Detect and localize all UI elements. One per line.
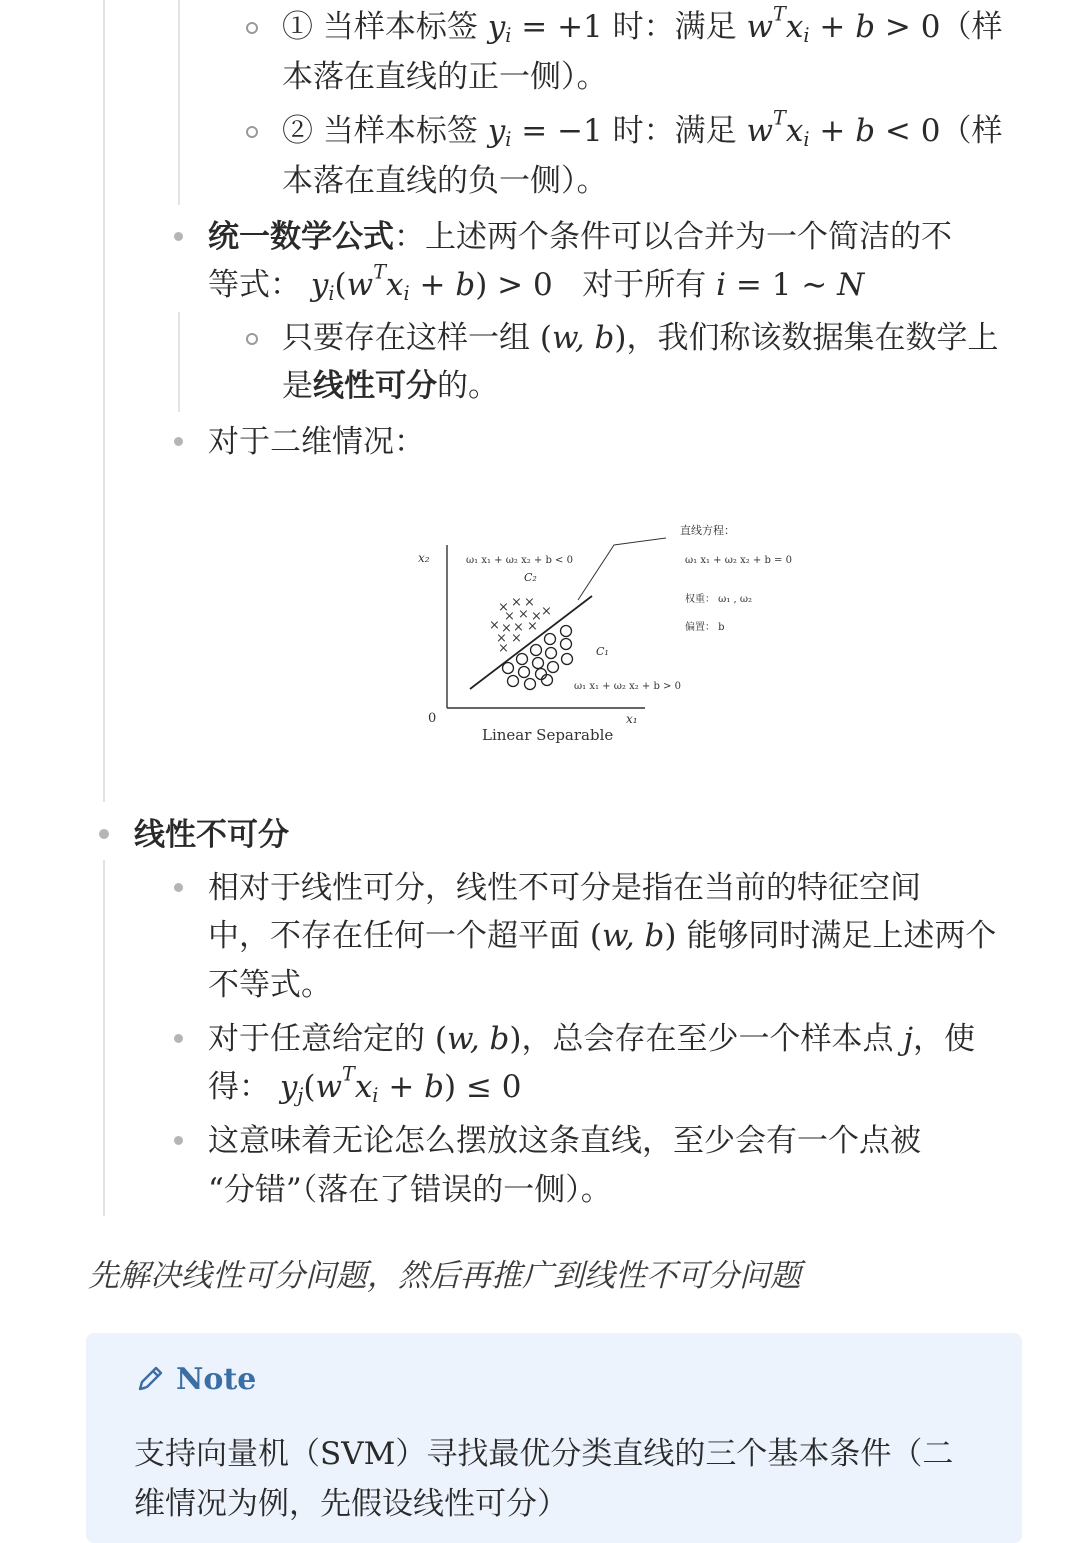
unified-title: 统一数学公式	[208, 219, 394, 255]
math-yi-pos1: $y_i$	[487, 9, 512, 47]
nested-guide-line-mid	[178, 312, 180, 412]
circle-sample	[503, 663, 514, 674]
equation-pointer	[578, 538, 666, 600]
nonsep-item1-line3: 不等式。	[208, 967, 332, 1003]
cross-sample: ×	[524, 595, 535, 610]
summary-text: 先解决线性可分问题，然后再推广到线性不可分问题	[88, 1258, 801, 1294]
cross-sample: ×	[504, 609, 515, 624]
line-equation-title: 直线方程：	[680, 524, 735, 537]
math-ineq-neg: $w^Tx_i + b < 0$	[746, 106, 941, 151]
note-line2: 维情况为例，先假设线性可分）	[134, 1486, 568, 1522]
condition-2-line1: ② 当样本标签 $y_i = -1$ 时：满足 $w^Tx_i + b < 0$（样	[282, 106, 1003, 151]
cross-sample: ×	[527, 619, 538, 634]
note-header	[134, 1359, 256, 1399]
cross-sample: ×	[518, 607, 529, 622]
circle-sample	[536, 669, 547, 680]
note-callout	[86, 1333, 1022, 1543]
cross-sample: ×	[541, 604, 552, 619]
list-bullet	[174, 232, 183, 241]
list-bullet	[246, 126, 258, 138]
nonsep-item3-line1: 这意味着无论怎么摆放这条直线，至少会有一个点被	[208, 1123, 921, 1159]
nonsep-item1-line2: 中，不存在任何一个超平面 (w, b) 能够同时满足上述两个	[208, 918, 997, 954]
cross-sample: ×	[498, 600, 509, 615]
separable-def-line1: 只要存在这样一组 (w, b)，我们称该数据集在数学上	[282, 320, 999, 356]
outer-guide-line	[103, 0, 105, 802]
note-line1: 支持向量机（SVM）寻找最优分类直线的三个基本条件（二	[134, 1436, 954, 1472]
cross-sample: ×	[496, 631, 507, 646]
list-bullet	[246, 333, 258, 345]
circle-sample	[531, 645, 542, 656]
linear-separable-figure	[400, 515, 830, 755]
math-eq-neg: = −1	[521, 113, 613, 149]
negative-region-label: ω₁ x₁ + ω₂ x₂ + b < 0	[466, 555, 573, 566]
nonsep-title: 线性不可分	[134, 817, 289, 853]
math-range: i = 1 ∼ N	[716, 267, 865, 303]
x1-axis-label: x₁	[626, 712, 638, 726]
circle-sample	[561, 639, 572, 650]
cross-sample: ×	[531, 609, 542, 624]
math-ineq-pos: $w^Tx_i + b > 0$	[746, 2, 941, 47]
cross-sample: ×	[513, 620, 524, 635]
math-wb: (w, b)	[589, 918, 677, 954]
line-equation: ω₁ x₁ + ω₂ x₂ + b = 0	[685, 555, 792, 566]
math-eq-pos1: = +1	[521, 9, 613, 45]
circle-sample	[542, 675, 553, 686]
math-wb: (w, b)	[539, 320, 627, 356]
circle-sample	[508, 676, 519, 687]
math-unified: $y_i(w^Tx_i + b) > 0$	[310, 260, 553, 305]
condition-2-line2: 本落在直线的负一侧）。	[282, 163, 608, 199]
math-violation: $y_j(w^Tx_i + b) \le 0$	[279, 1062, 522, 1107]
nonsep-guide-line	[103, 860, 105, 1216]
circle-sample	[545, 634, 556, 645]
separable-def-line2: 是线性可分的。	[282, 368, 499, 404]
cross-sample: ×	[501, 621, 512, 636]
list-bullet	[99, 829, 109, 839]
nonsep-item2-line1: 对于任意给定的 (w, b)，总会存在至少一个样本点 j，使	[208, 1021, 975, 1057]
nonsep-item1-line1: 相对于线性可分，线性不可分是指在当前的特征空间	[208, 870, 921, 906]
cross-sample: ×	[511, 631, 522, 646]
math-yi-neg: $y_i$	[487, 113, 512, 151]
class-c2-label: C₂	[524, 571, 537, 584]
list-bullet	[174, 1136, 183, 1145]
c2-samples	[489, 595, 552, 656]
cross-sample: ×	[498, 641, 509, 656]
list-bullet	[246, 22, 258, 34]
bias-label: 偏置： b	[685, 622, 725, 633]
circle-sample	[546, 648, 557, 659]
condition-1-line2: 本落在直线的正一侧）。	[282, 59, 608, 95]
cross-sample: ×	[511, 595, 522, 610]
circle-sample	[561, 626, 572, 637]
note-title: Note	[176, 1361, 257, 1397]
nonsep-item3-line2: “分错”（落在了错误的一侧）。	[208, 1172, 612, 1208]
positive-region-label: ω₁ x₁ + ω₂ x₂ + b > 0	[574, 681, 681, 692]
circle-sample	[548, 662, 559, 673]
math-wb: (w, b)	[434, 1021, 522, 1057]
circle-sample	[525, 679, 536, 690]
condition-1-line1: ① 当样本标签 $y_i = +1$ 时：满足 $w^Tx_i + b > 0$（样	[282, 2, 1003, 47]
unified-line2: 等式： $y_i(w^Tx_i + b) > 0$ 对于所有 i = 1 ∼ N	[208, 260, 865, 305]
x2-axis-label: x₂	[418, 551, 430, 565]
figure-caption: Linear Separable	[482, 726, 614, 744]
class-c1-label: C₁	[596, 645, 609, 658]
unified-line1: 统一数学公式：上述两个条件可以合并为一个简洁的不	[208, 219, 952, 255]
weights-label: 权重： ω₁ , ω₂	[685, 594, 753, 605]
circle-sample	[517, 654, 528, 665]
two-d-case: 对于二维情况：	[208, 424, 425, 460]
circle-sample	[533, 658, 544, 669]
pencil-icon	[134, 1363, 166, 1395]
circle-sample	[519, 667, 530, 678]
list-bullet	[174, 437, 183, 446]
cross-sample: ×	[489, 618, 500, 633]
list-bullet	[174, 1034, 183, 1043]
origin-label: 0	[428, 711, 437, 726]
nonsep-item2-line2: 得： $y_j(w^Tx_i + b) \le 0$	[208, 1062, 522, 1107]
list-bullet	[174, 883, 183, 892]
nested-guide-line-top	[178, 0, 180, 205]
math-j: j	[903, 1021, 913, 1057]
circle-sample	[562, 654, 573, 665]
